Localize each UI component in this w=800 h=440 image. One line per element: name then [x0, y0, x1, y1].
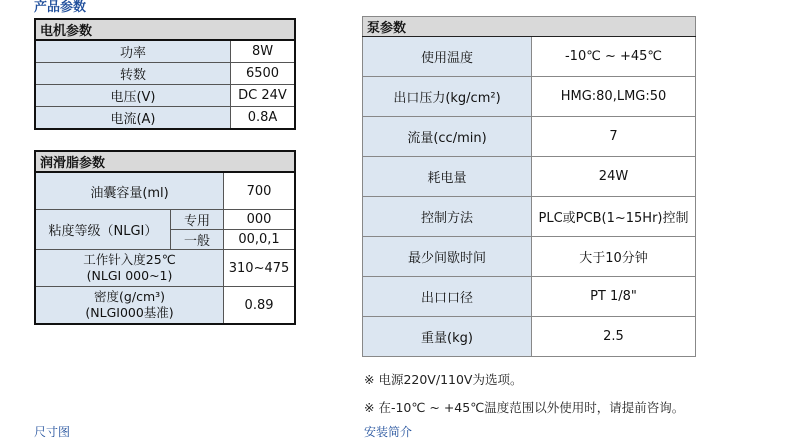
motor-value: DC 24V	[231, 85, 296, 107]
pump-value: PT 1/8"	[532, 277, 696, 317]
penetration-value: 310~475	[224, 250, 295, 287]
pump-label: 流量(cc/min)	[363, 117, 532, 157]
grease-table-title: 润滑脂参数	[35, 151, 295, 172]
motor-label: 功率	[35, 40, 231, 63]
penetration-sublabel: (NLGI 000~1)	[86, 268, 173, 283]
table-row	[363, 197, 696, 237]
table-row	[363, 117, 696, 157]
density-sublabel: (NLGI000基准)	[85, 305, 174, 320]
table-row	[363, 317, 696, 357]
section-heading-installation: 安装简介	[364, 425, 413, 439]
table-row	[35, 287, 295, 325]
viscosity-sub-label: 专用	[170, 210, 223, 230]
pump-label: 出口压力(kg/cm²)	[363, 77, 532, 117]
pump-label: 耗电量	[363, 157, 532, 197]
pump-value: PLC或PCB(1~15Hr)控制	[532, 197, 696, 237]
note-temperature-range: ※ 在-10℃ ~ +45℃温度范围以外使用时，请提前咨询。	[364, 400, 685, 415]
motor-table-title: 电机参数	[35, 19, 295, 40]
table-row	[35, 172, 295, 210]
table-row	[363, 157, 696, 197]
pump-value: HMG:80,LMG:50	[532, 77, 696, 117]
pump-value: 7	[532, 117, 696, 157]
grease-params-table	[34, 150, 296, 325]
capacity-value: 700	[224, 172, 295, 210]
pump-label: 出口口径	[363, 277, 532, 317]
table-row	[35, 63, 295, 85]
pump-label: 控制方法	[363, 197, 532, 237]
pump-value: -10℃ ~ +45℃	[532, 37, 696, 77]
motor-label: 电流(A)	[35, 107, 231, 130]
penetration-label: 工作针入度25℃	[83, 252, 176, 267]
viscosity-label: 粘度等级（NLGI）	[35, 210, 170, 250]
viscosity-sub-label: 一般	[170, 230, 223, 250]
viscosity-value: 00,0,1	[224, 230, 295, 250]
table-row	[363, 37, 696, 77]
table-row	[35, 210, 295, 230]
motor-label: 电压(V)	[35, 85, 231, 107]
pump-label: 使用温度	[363, 37, 532, 77]
density-label: 密度(g/cm³)	[94, 289, 166, 304]
table-row	[363, 277, 696, 317]
table-row	[35, 40, 295, 63]
motor-value: 8W	[231, 40, 296, 63]
pump-table-title: 泵参数	[363, 17, 696, 37]
table-row	[35, 85, 295, 107]
motor-label: 转数	[35, 63, 231, 85]
table-row	[363, 77, 696, 117]
motor-value: 0.8A	[231, 107, 296, 130]
section-heading-dimensions: 尺寸图	[34, 425, 71, 439]
capacity-label: 油囊容量(ml)	[35, 172, 224, 210]
table-row	[35, 107, 295, 130]
table-row	[363, 237, 696, 277]
pump-value: 大于10分钟	[532, 237, 696, 277]
note-power-option: ※ 电源220V/110V为选项。	[364, 372, 523, 387]
pump-value: 24W	[532, 157, 696, 197]
density-value: 0.89	[224, 287, 295, 325]
page-title: 产品参数	[34, 0, 87, 15]
motor-params-table	[34, 18, 296, 130]
viscosity-value: 000	[224, 210, 295, 230]
motor-value: 6500	[231, 63, 296, 85]
pump-params-table	[362, 16, 696, 357]
table-row	[35, 250, 295, 287]
pump-label: 最少间歇时间	[363, 237, 532, 277]
pump-value: 2.5	[532, 317, 696, 357]
pump-label: 重量(kg)	[363, 317, 532, 357]
